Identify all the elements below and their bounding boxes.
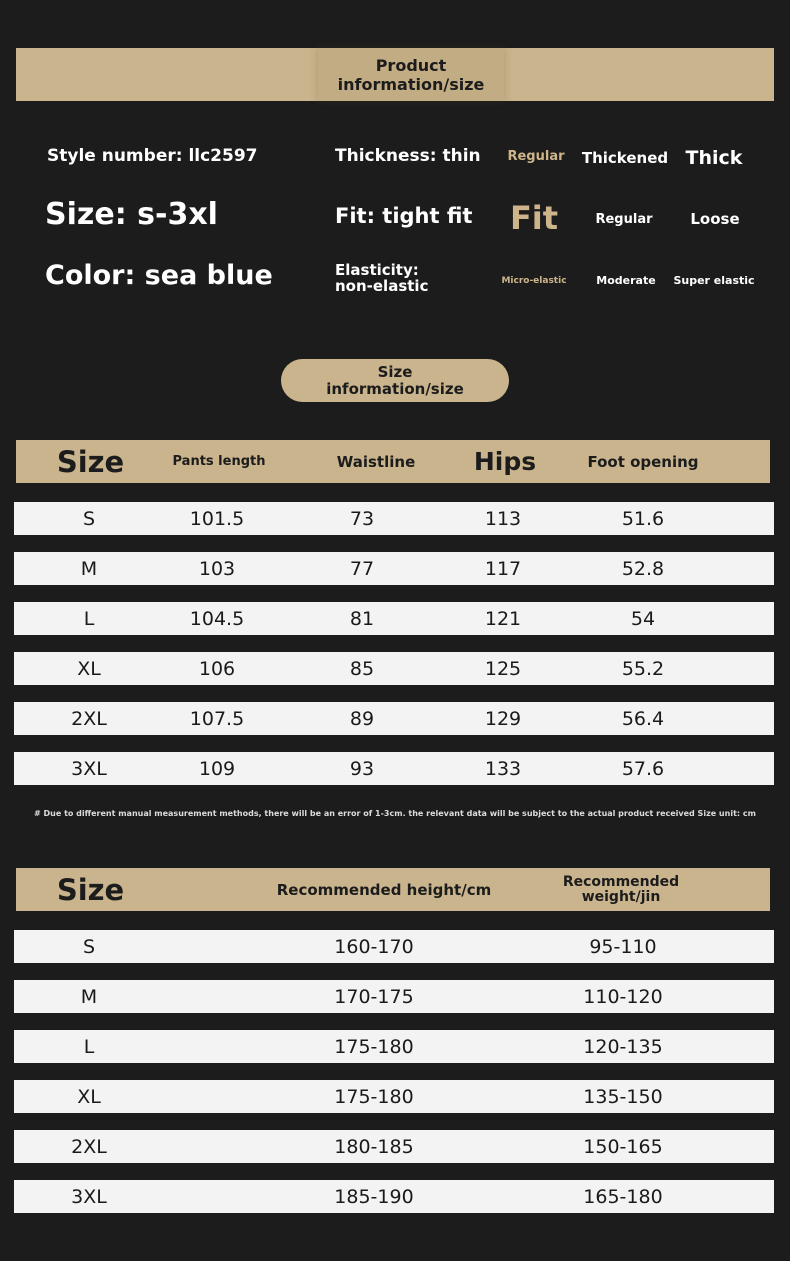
cell-weight: 120-135	[583, 1035, 663, 1058]
header-size: Size	[56, 872, 125, 907]
table-row	[14, 752, 774, 785]
cell-size: S	[82, 935, 96, 958]
cell-height: 175-180	[334, 1035, 414, 1058]
cell-size: L	[83, 607, 95, 630]
cell-waistline: 93	[349, 757, 375, 780]
fit-option-fit: Fit	[509, 199, 559, 237]
color-info: Color: sea blue	[45, 260, 273, 291]
style-number: Style number: llc2597	[47, 146, 258, 166]
cell-weight: 165-180	[583, 1185, 663, 1208]
cell-height: 175-180	[334, 1085, 414, 1108]
pill-line2: information/size	[326, 379, 464, 398]
table-row	[14, 652, 774, 685]
cell-foot-opening: 52.8	[621, 557, 665, 580]
table-row	[14, 1180, 774, 1213]
table-row	[14, 930, 774, 963]
table-row	[14, 502, 774, 535]
header-hips: Hips	[473, 447, 537, 476]
header-foot-opening: Foot opening	[587, 452, 699, 471]
cell-hips: 125	[484, 657, 522, 680]
cell-size: 2XL	[71, 707, 107, 730]
cell-size: XL	[77, 1085, 101, 1108]
header-weight-line1: Recommended	[562, 873, 680, 890]
banner-title-box	[318, 48, 504, 101]
cell-size: M	[80, 557, 98, 580]
banner-title-line2: information/size	[337, 74, 485, 94]
cell-pants-length: 107.5	[189, 707, 245, 730]
size-table-header	[16, 440, 770, 483]
thickness-option-regular: Regular	[507, 149, 565, 164]
cell-waistline: 85	[349, 657, 375, 680]
header-pants-length: Pants length	[172, 454, 266, 469]
cell-waistline: 77	[349, 557, 375, 580]
cell-foot-opening: 54	[630, 607, 656, 630]
table-row	[14, 980, 774, 1013]
cell-pants-length: 104.5	[189, 607, 245, 630]
elasticity-label: Elasticity:	[335, 261, 419, 279]
cell-foot-opening: 55.2	[621, 657, 665, 680]
cell-size: 3XL	[71, 757, 107, 780]
cell-pants-length: 101.5	[189, 507, 245, 530]
header-recommended-weight	[546, 868, 696, 911]
thickness-info: Thickness: thin	[335, 146, 481, 166]
cell-foot-opening: 56.4	[621, 707, 665, 730]
cell-size: 2XL	[71, 1135, 107, 1158]
header-recommended-height: Recommended height/cm	[276, 880, 492, 899]
header-weight-line2: weight/jin	[581, 888, 661, 905]
banner-title-line1: Product	[375, 55, 447, 75]
header-waistline: Waistline	[336, 452, 416, 471]
elasticity-option-super: Super elastic	[673, 274, 755, 287]
cell-hips: 117	[484, 557, 522, 580]
cell-size: M	[80, 985, 98, 1008]
cell-hips: 129	[484, 707, 522, 730]
table-row	[14, 1130, 774, 1163]
fit-option-regular: Regular	[595, 212, 653, 227]
cell-foot-opening: 51.6	[621, 507, 665, 530]
measurement-note: # Due to different manual measurement methods, there will be an error of 1-3cm. the relevant data will be subject to the actual product received Size unit: cm	[34, 809, 756, 818]
recommend-table-header	[16, 868, 770, 911]
fit-info: Fit: tight fit	[335, 204, 473, 228]
cell-weight: 95-110	[589, 935, 657, 958]
cell-height: 185-190	[334, 1185, 414, 1208]
cell-waistline: 73	[349, 507, 375, 530]
size-info-pill	[281, 359, 509, 402]
cell-waistline: 89	[349, 707, 375, 730]
size-range: Size: s-3xl	[45, 197, 218, 232]
table-row	[14, 552, 774, 585]
table-row	[14, 702, 774, 735]
pill-line1: Size	[377, 362, 413, 381]
cell-weight: 135-150	[583, 1085, 663, 1108]
cell-foot-opening: 57.6	[621, 757, 665, 780]
cell-size: XL	[77, 657, 101, 680]
cell-height: 160-170	[334, 935, 414, 958]
cell-size: L	[83, 1035, 95, 1058]
cell-size: S	[82, 507, 96, 530]
elasticity-value: non-elastic	[335, 277, 429, 295]
elasticity-option-micro: Micro-elastic	[501, 276, 567, 286]
table-row	[14, 602, 774, 635]
header-size: Size	[56, 444, 125, 479]
fit-option-loose: Loose	[690, 210, 740, 228]
cell-size: 3XL	[71, 1185, 107, 1208]
elasticity-option-moderate: Moderate	[596, 274, 656, 287]
cell-pants-length: 106	[198, 657, 236, 680]
elasticity-info	[335, 262, 428, 294]
cell-weight: 150-165	[583, 1135, 663, 1158]
table-row	[14, 1030, 774, 1063]
cell-waistline: 81	[349, 607, 375, 630]
cell-weight: 110-120	[583, 985, 663, 1008]
cell-hips: 133	[484, 757, 522, 780]
cell-height: 180-185	[334, 1135, 414, 1158]
thickness-option-thickened: Thickened	[581, 149, 669, 167]
product-info-banner	[16, 48, 774, 101]
cell-pants-length: 103	[198, 557, 236, 580]
thickness-option-thick: Thick	[685, 147, 743, 169]
cell-height: 170-175	[334, 985, 414, 1008]
cell-hips: 113	[484, 507, 522, 530]
table-row	[14, 1080, 774, 1113]
cell-hips: 121	[484, 607, 522, 630]
cell-pants-length: 109	[198, 757, 236, 780]
